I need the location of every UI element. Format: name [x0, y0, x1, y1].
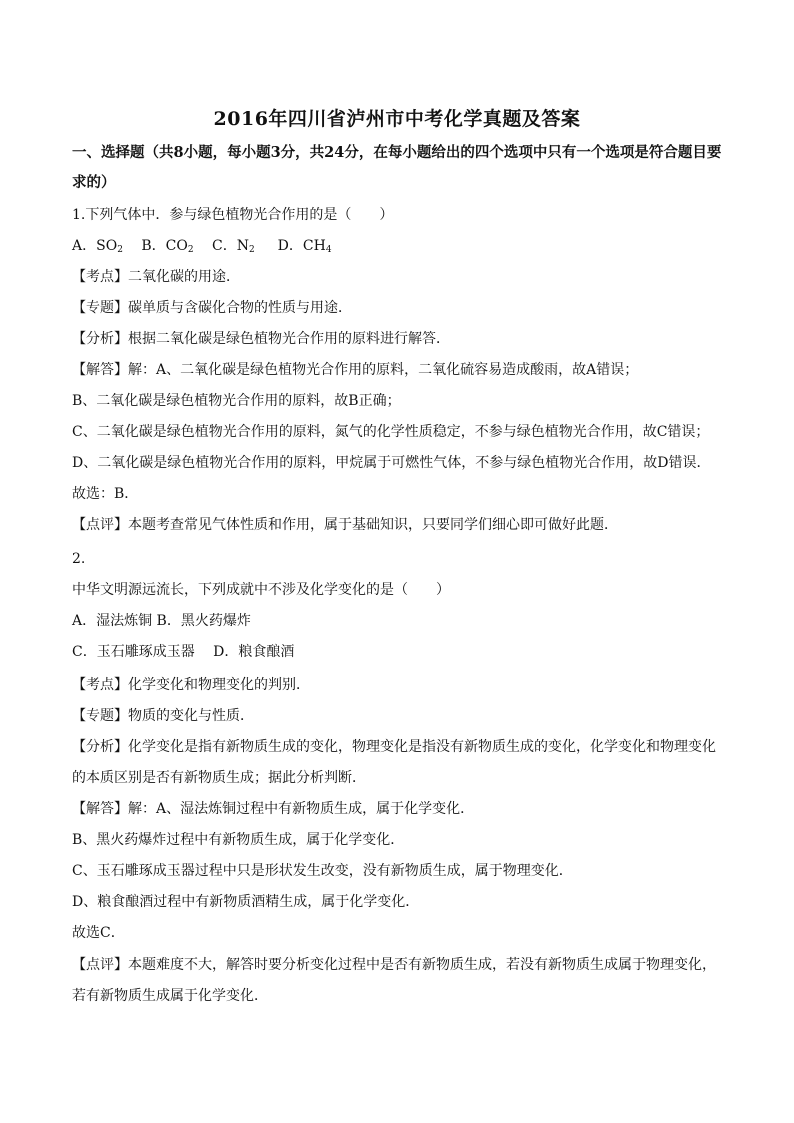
- q1-option-d-analysis: D、二氧化碳是绿色植物光合作用的原料，甲烷属于可燃性气体，不参与绿色植物光合作用，故D错误．: [72, 455, 711, 471]
- q2-zhuanti: 【专题】物质的变化与性质．: [72, 708, 254, 724]
- q2-option-c-analysis: C、玉石雕琢成玉器过程中只是形状发生改变，没有新物质生成，属于物理变化．: [72, 863, 573, 879]
- q2-kaodian: 【考点】化学变化和物理变化的判别．: [72, 677, 310, 693]
- q1-option-b-analysis: B、二氧化碳是绿色植物光合作用的原料，故B正确；: [72, 393, 401, 409]
- q1-jieda: 【解答】解：A、二氧化碳是绿色植物光合作用的原料，二氧化硫容易造成酸雨，故A错误；: [72, 362, 639, 378]
- q1-options: A．$SO_2$ B．$CO_2$ C．$N_2$ D．$CH_4$: [72, 238, 332, 255]
- q2-fenxi-line2: 的本质区别是否有新物质生成；据此分析判断．: [72, 770, 366, 786]
- q1-kaodian: 【考点】二氧化碳的用途．: [72, 269, 240, 285]
- q2-stem: 中华文明源远流长，下列成就中不涉及化学变化的是（ ）: [72, 582, 450, 598]
- q1-answer: 故选：B．: [72, 486, 139, 502]
- q1-option-b: B．CO: [127, 238, 188, 254]
- q2-fenxi-line1: 【分析】化学变化是指有新物质生成的变化，物理变化是指没有新物质生成的变化，化学变化和物理变化: [72, 739, 716, 755]
- q1-option-c: C．N: [198, 238, 250, 254]
- section-heading: 一、选择题（共8小题，每小题3分，共24分，在每小题给出的四个选项中只有一个选项是符合题目要求的）: [72, 144, 722, 191]
- q2-jieda: 【解答】解：A、湿法炼铜过程中有新物质生成，属于化学变化．: [72, 801, 475, 817]
- q2-number: 2.: [72, 551, 86, 567]
- q1-fenxi: 【分析】根据二氧化碳是绿色植物光合作用的原料进行解答．: [72, 331, 450, 347]
- q2-answer: 故选C．: [72, 925, 125, 941]
- q1-dianping: 【点评】本题考查常见气体性质和作用，属于基础知识，只要同学们细心即可做好此题．: [72, 517, 618, 533]
- q2-dianping-line2: 若有新物质生成属于化学变化．: [72, 988, 268, 1004]
- q2-options-cd: C．玉石雕琢成玉器 D．粮食酿酒: [72, 644, 295, 660]
- q1-option-a: A．SO: [72, 238, 118, 254]
- q1-option-d: D．CH: [259, 238, 326, 254]
- q1-option-c-analysis: C、二氧化碳是绿色植物光合作用的原料，氮气的化学性质稳定，不参与绿色植物光合作用，故C错误；: [72, 424, 710, 440]
- q1-zhuanti: 【专题】碳单质与含碳化合物的性质与用途．: [72, 300, 352, 316]
- q2-option-d-analysis: D、粮食酿酒过程中有新物质酒精生成，属于化学变化．: [72, 894, 420, 910]
- q2-dianping-line1: 【点评】本题难度不大，解答时要分析变化过程中是否有新物质生成，若没有新物质生成属于物理变化，: [72, 957, 716, 973]
- q2-option-b-analysis: B、黑火药爆炸过程中有新物质生成，属于化学变化．: [72, 832, 405, 848]
- q2-options-ab: A．湿法炼铜 B．黑火药爆炸: [72, 613, 251, 629]
- q1-stem: 1.下列气体中．参与绿色植物光合作用的是（ ）: [72, 207, 394, 223]
- document-title: 2016年四川省泸州市中考化学真题及答案: [213, 108, 581, 130]
